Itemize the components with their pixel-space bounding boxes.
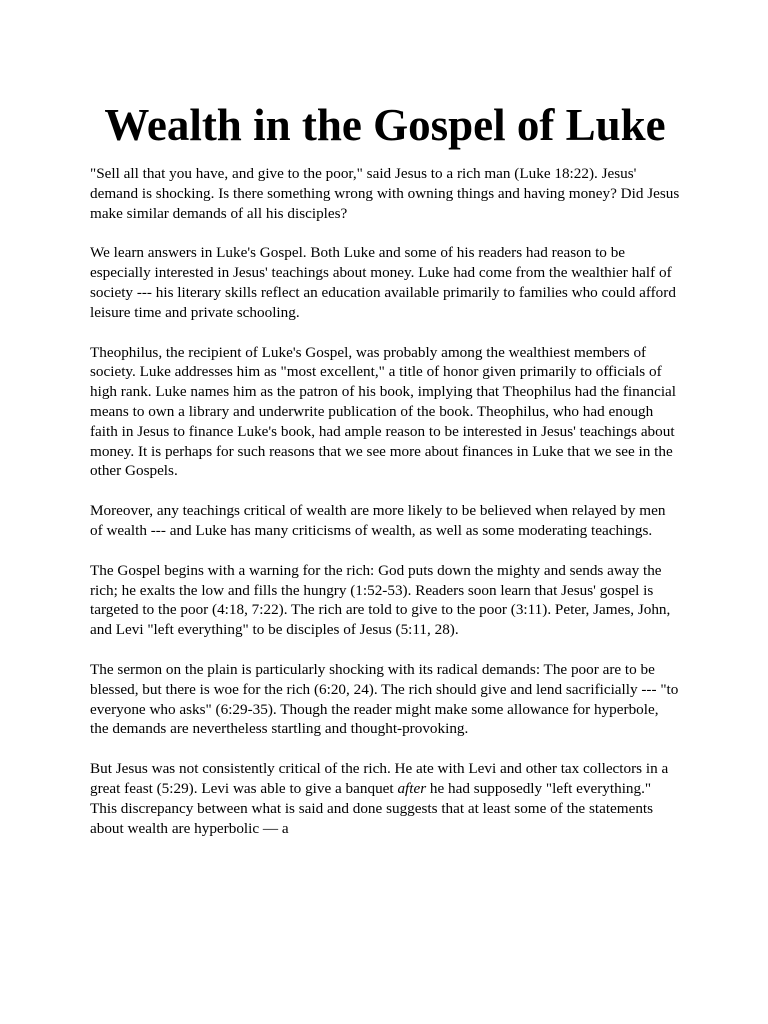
document-page [90,100,680,858]
paragraph-1: "Sell all that you have, and give to the poor," said Jesus to a rich man (Luke 18:22). Jesus' demand is shocking. Is there something wrong with owning things and having money? Did Jesus make similar demands of all his disciples? [90,165,680,222]
paragraph-7-text-end: he had supposedly "left everything." This discrepancy between what is said and done suggests that at least some of the statements about wealth are hyperbolic — a [90,779,654,837]
paragraph-2: We learn answers in Luke's Gospel. Both Luke and some of his readers had reason to be especially interested in Jesus' teachings about money. Luke had come from the wealthier half of society --- his literary skills reflect an education available primarily to families who could afford leisure time and private schooling. [90,244,676,321]
paragraph-4: Moreover, any teachings critical of wealth are more likely to be believed when relayed by men of wealth --- and Luke has many criticisms of wealth, as well as some moderating teachings. [90,502,666,539]
paragraph-7-emphasis: after [397,779,427,797]
paragraph-7 [90,759,680,838]
paragraph-6: The sermon on the plain is particularly shocking with its radical demands: The poor are to be blessed, but there is woe for the rich (6:20, 24). The rich should give and lend sacrificially --- "to everyone who asks" (6:29-35). Though the reader might make some allowance for hyperbole, the demands are nevertheless startling and thought-provoking. [90,660,679,738]
document-title: Wealth in the Gospel of Luke [104,100,666,150]
paragraph-5: The Gospel begins with a warning for the rich: God puts down the mighty and sends away the rich; he exalts the low and fills the hungry (1:52-53). Readers soon learn that Jesus' gospel is targeted to the poor (4:18, 7:22). The rich are told to give to the poor (3:11). Peter, James, John, and Levi "left everything" to be disciples of Jesus (5:11, 28). [90,561,671,639]
paragraph-3: Theophilus, the recipient of Luke's Gospel, was probably among the wealthiest members of society. Luke addresses him as "most excellent," a title of honor given primarily to officials of high rank. Luke names him as the patron of his book, implying that Theophilus had the financial means to own a library and underwrite publication of the book. Theophilus, who had enough faith in Jesus to finance Luke's book, had ample reason to be interested in Jesus' teachings about money. It is perhaps for such reasons that we see more about finances in Luke that we see in the other Gospels. [90,343,677,480]
paragraph-7-text-start: But Jesus was not consistently critical of the rich. He ate with Levi and other tax collectors in a great feast (5:29). Levi was able to give a banquet [90,760,669,797]
